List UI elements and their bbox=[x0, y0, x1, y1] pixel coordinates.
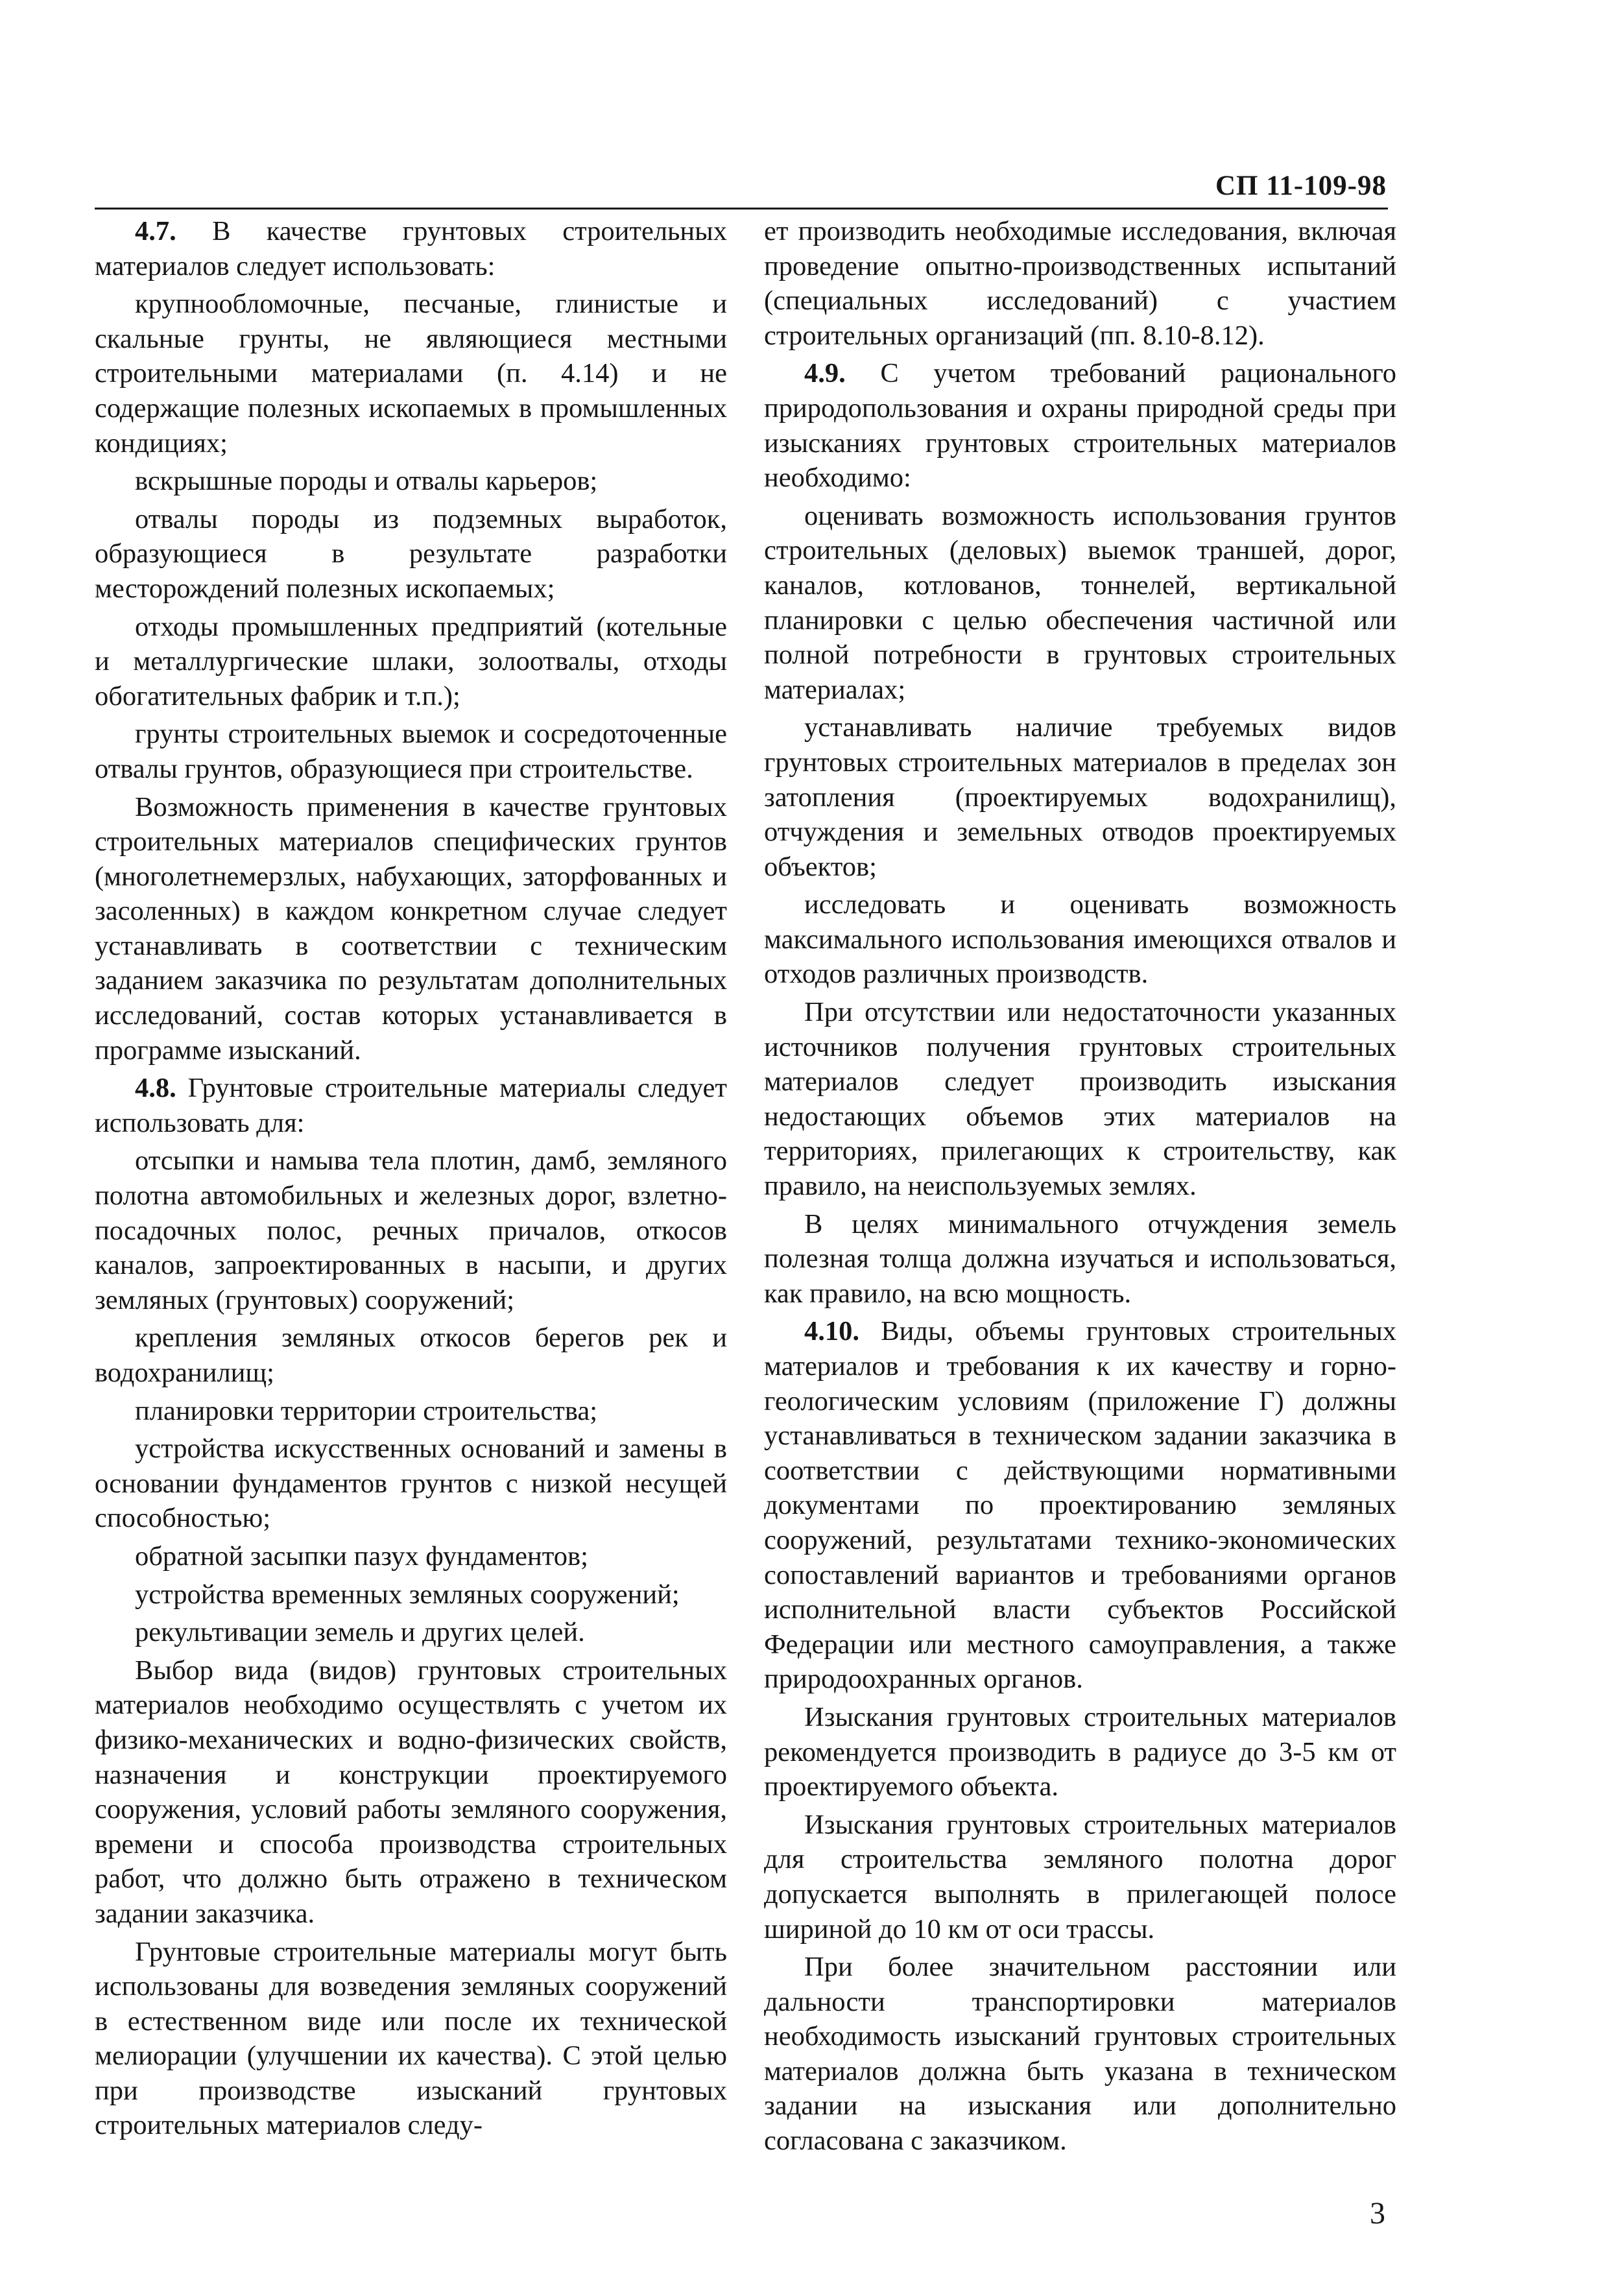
paragraph-text: Виды, объемы грунтовых строительных материалов и требования к их качеству и горно-геологическим условиям (приложение Г) должны устанавливаться в техническом задании заказчика в соответствии с действующими нормативными документами по проектированию земляных сооружений, результатами технико-экономических сопоставлений вариантов и требованиями органов исполнительной власти субъектов Российской Федерации или местного самоуправления, а также природоохранных органов. bbox=[764, 1316, 1396, 1695]
paragraph bbox=[764, 214, 1396, 353]
paragraph-text: С учетом требований рационального природопользования и охраны природной среды при изысканиях грунтовых строительных материалов необходимо: bbox=[764, 358, 1396, 494]
paragraph-text: Изыскания грунтовых строительных материалов для строительства земляного полотна дорог допускается выполнять в прилегающей полосе шириной до 10 км от оси трассы. bbox=[764, 1809, 1396, 1944]
paragraph bbox=[95, 1653, 727, 1932]
paragraph-text: отсыпки и намыва тела плотин, дамб, земляного полотна автомобильных и железных дорог, взлетно-посадочных полос, речных причалов, откосов каналов, запроектированных в насыпи, и других земляных (грунтовых) сооружений; bbox=[95, 1145, 727, 1315]
paragraph-text: крепления земляных откосов берегов рек и водохранилищ; bbox=[95, 1322, 727, 1388]
paragraph bbox=[764, 710, 1396, 884]
paragraph bbox=[95, 1615, 727, 1650]
paragraph-text: грунты строительных выемок и сосредоточенные отвалы грунтов, образующиеся при строительстве. bbox=[95, 719, 727, 784]
page-number: 3 bbox=[1370, 2196, 1385, 2231]
paragraph bbox=[95, 1577, 727, 1612]
paragraph bbox=[95, 717, 727, 786]
paragraph bbox=[95, 287, 727, 461]
right-column bbox=[764, 214, 1396, 2162]
paragraph-text: устройства искусственных оснований и замены в основании фундаментов грунтов с низкой несущей способностью; bbox=[95, 1433, 727, 1534]
paragraph bbox=[95, 790, 727, 1068]
paragraph-text: рекультивации земель и других целей. bbox=[135, 1617, 585, 1648]
paragraph-text: Выбор вида (видов) грунтовых строительных материалов необходимо осуществлять с учетом их физико-механических и водно-физических свойств, назначения и конструкции проектируемого сооружения, условий работы земляного сооружения, времени и способа производства строительных работ, что должно быть отражено в техническом задании заказчика. bbox=[95, 1655, 727, 1929]
paragraph-text: устройства временных земляных сооружений; bbox=[135, 1579, 680, 1610]
paragraph bbox=[764, 356, 1396, 495]
paragraph bbox=[95, 1143, 727, 1317]
section-number: 4.8. bbox=[135, 1073, 176, 1104]
paragraph bbox=[764, 1314, 1396, 1697]
paragraph-text: Возможность применения в качестве грунтовых строительных материалов специфических грунтов (многолетнемерзлых, набухающих, заторфованных и засоленных) в каждом конкретном случае следует устанавливать в соответствии с техническим заданием заказчика по результатам дополнительных исследований, состав которых устанавливается в программе изысканий. bbox=[95, 791, 727, 1066]
paragraph bbox=[764, 995, 1396, 1204]
header-rule bbox=[95, 208, 1388, 209]
paragraph bbox=[764, 1700, 1396, 1804]
paragraph-text: В целях минимального отчуждения земель полезная толща должна изучаться и использоваться, как правило, на всю мощность. bbox=[764, 1208, 1396, 1309]
paragraph bbox=[764, 1207, 1396, 1311]
paragraph-text: При отсутствии или недостаточности указанных источников получения грунтовых строительных материалов следует производить изыскания недостающих объемов этих материалов на территориях, прилегающих к строительству, как правило, на неиспользуемых землях. bbox=[764, 997, 1396, 1202]
document-code: СП 11-109-98 bbox=[1215, 171, 1387, 201]
paragraph bbox=[764, 1950, 1396, 2159]
paragraph bbox=[95, 1431, 727, 1536]
section-number: 4.10. bbox=[804, 1316, 859, 1347]
paragraph-text: При более значительном расстоянии или дальности транспортировки материалов необходимость изысканий грунтовых строительных материалов должна быть указана в техническом задании на изыскания или дополнительно согласована с заказчиком. bbox=[764, 1952, 1396, 2157]
paragraph-text: оценивать возможность использования грунтов строительных (деловых) выемок траншей, дорог, каналов, котлованов, тоннелей, вертикальной планировки с целью обеспечения частичной или полной потребности в грунтовых строительных материалах; bbox=[764, 500, 1396, 705]
paragraph-text: исследовать и оценивать возможность максимального использования имеющихся отвалов и отходов различных производств. bbox=[764, 889, 1396, 990]
paragraph bbox=[95, 1539, 727, 1574]
paragraph-text: устанавливать наличие требуемых видов грунтовых строительных материалов в пределах зон затопления (проектируемых водохранилищ), отчуждения и земельных отводов проектируемых объектов; bbox=[764, 712, 1396, 882]
paragraph-text: вскрышные породы и отвалы карьеров; bbox=[135, 466, 598, 497]
section-number: 4.9. bbox=[804, 358, 846, 389]
paragraph bbox=[95, 464, 727, 499]
paragraph-text: Грунтовые строительные материалы следует использовать для: bbox=[95, 1073, 727, 1138]
left-column bbox=[95, 214, 727, 2146]
paragraph-text: обратной засыпки пазух фундаментов; bbox=[135, 1540, 588, 1572]
paragraph bbox=[95, 610, 727, 714]
paragraph bbox=[764, 887, 1396, 992]
paragraph bbox=[95, 1935, 727, 2144]
paragraph bbox=[764, 1808, 1396, 1946]
paragraph-text: планировки территории строительства; bbox=[135, 1395, 598, 1426]
paragraph-text: Грунтовые строительные материалы могут быть использованы для возведения земляных сооружений в естественном виде или после их технической мелиорации (улучшении их качества). С этой целью при производстве изысканий грунтовых строительных материалов следу- bbox=[95, 1936, 727, 2141]
paragraph-text: отвалы породы из подземных выработок, образующиеся в результате разработки месторождений полезных ископаемых; bbox=[95, 503, 727, 604]
paragraph-text: крупнообломочные, песчаные, глинистые и скальные грунты, не являющиеся местными строительными материалами (п. 4.14) и не содержащие полезных ископаемых в промышленных кондициях; bbox=[95, 289, 727, 459]
section-number: 4.7. bbox=[135, 216, 176, 246]
paragraph bbox=[95, 502, 727, 606]
paragraph bbox=[764, 499, 1396, 708]
paragraph-text: ет производить необходимые исследования, включая проведение опытно-производственных испытаний (специальных исследований) с участием строительных организаций (пп. 8.10-8.12). bbox=[764, 216, 1396, 351]
paragraph-text: Изыскания грунтовых строительных материалов рекомендуется производить в радиусе до 3-5 км от проектируемого объекта. bbox=[764, 1701, 1396, 1802]
paragraph bbox=[95, 1394, 727, 1429]
paragraph-text: отходы промышленных предприятий (котельные и металлургические шлаки, золоотвалы, отходы обогатительных фабрик и т.п.); bbox=[95, 611, 727, 712]
paragraph bbox=[95, 1071, 727, 1140]
paragraph-text: В качестве грунтовых строительных материалов следует использовать: bbox=[95, 216, 727, 281]
paragraph bbox=[95, 1321, 727, 1390]
paragraph bbox=[95, 214, 727, 283]
